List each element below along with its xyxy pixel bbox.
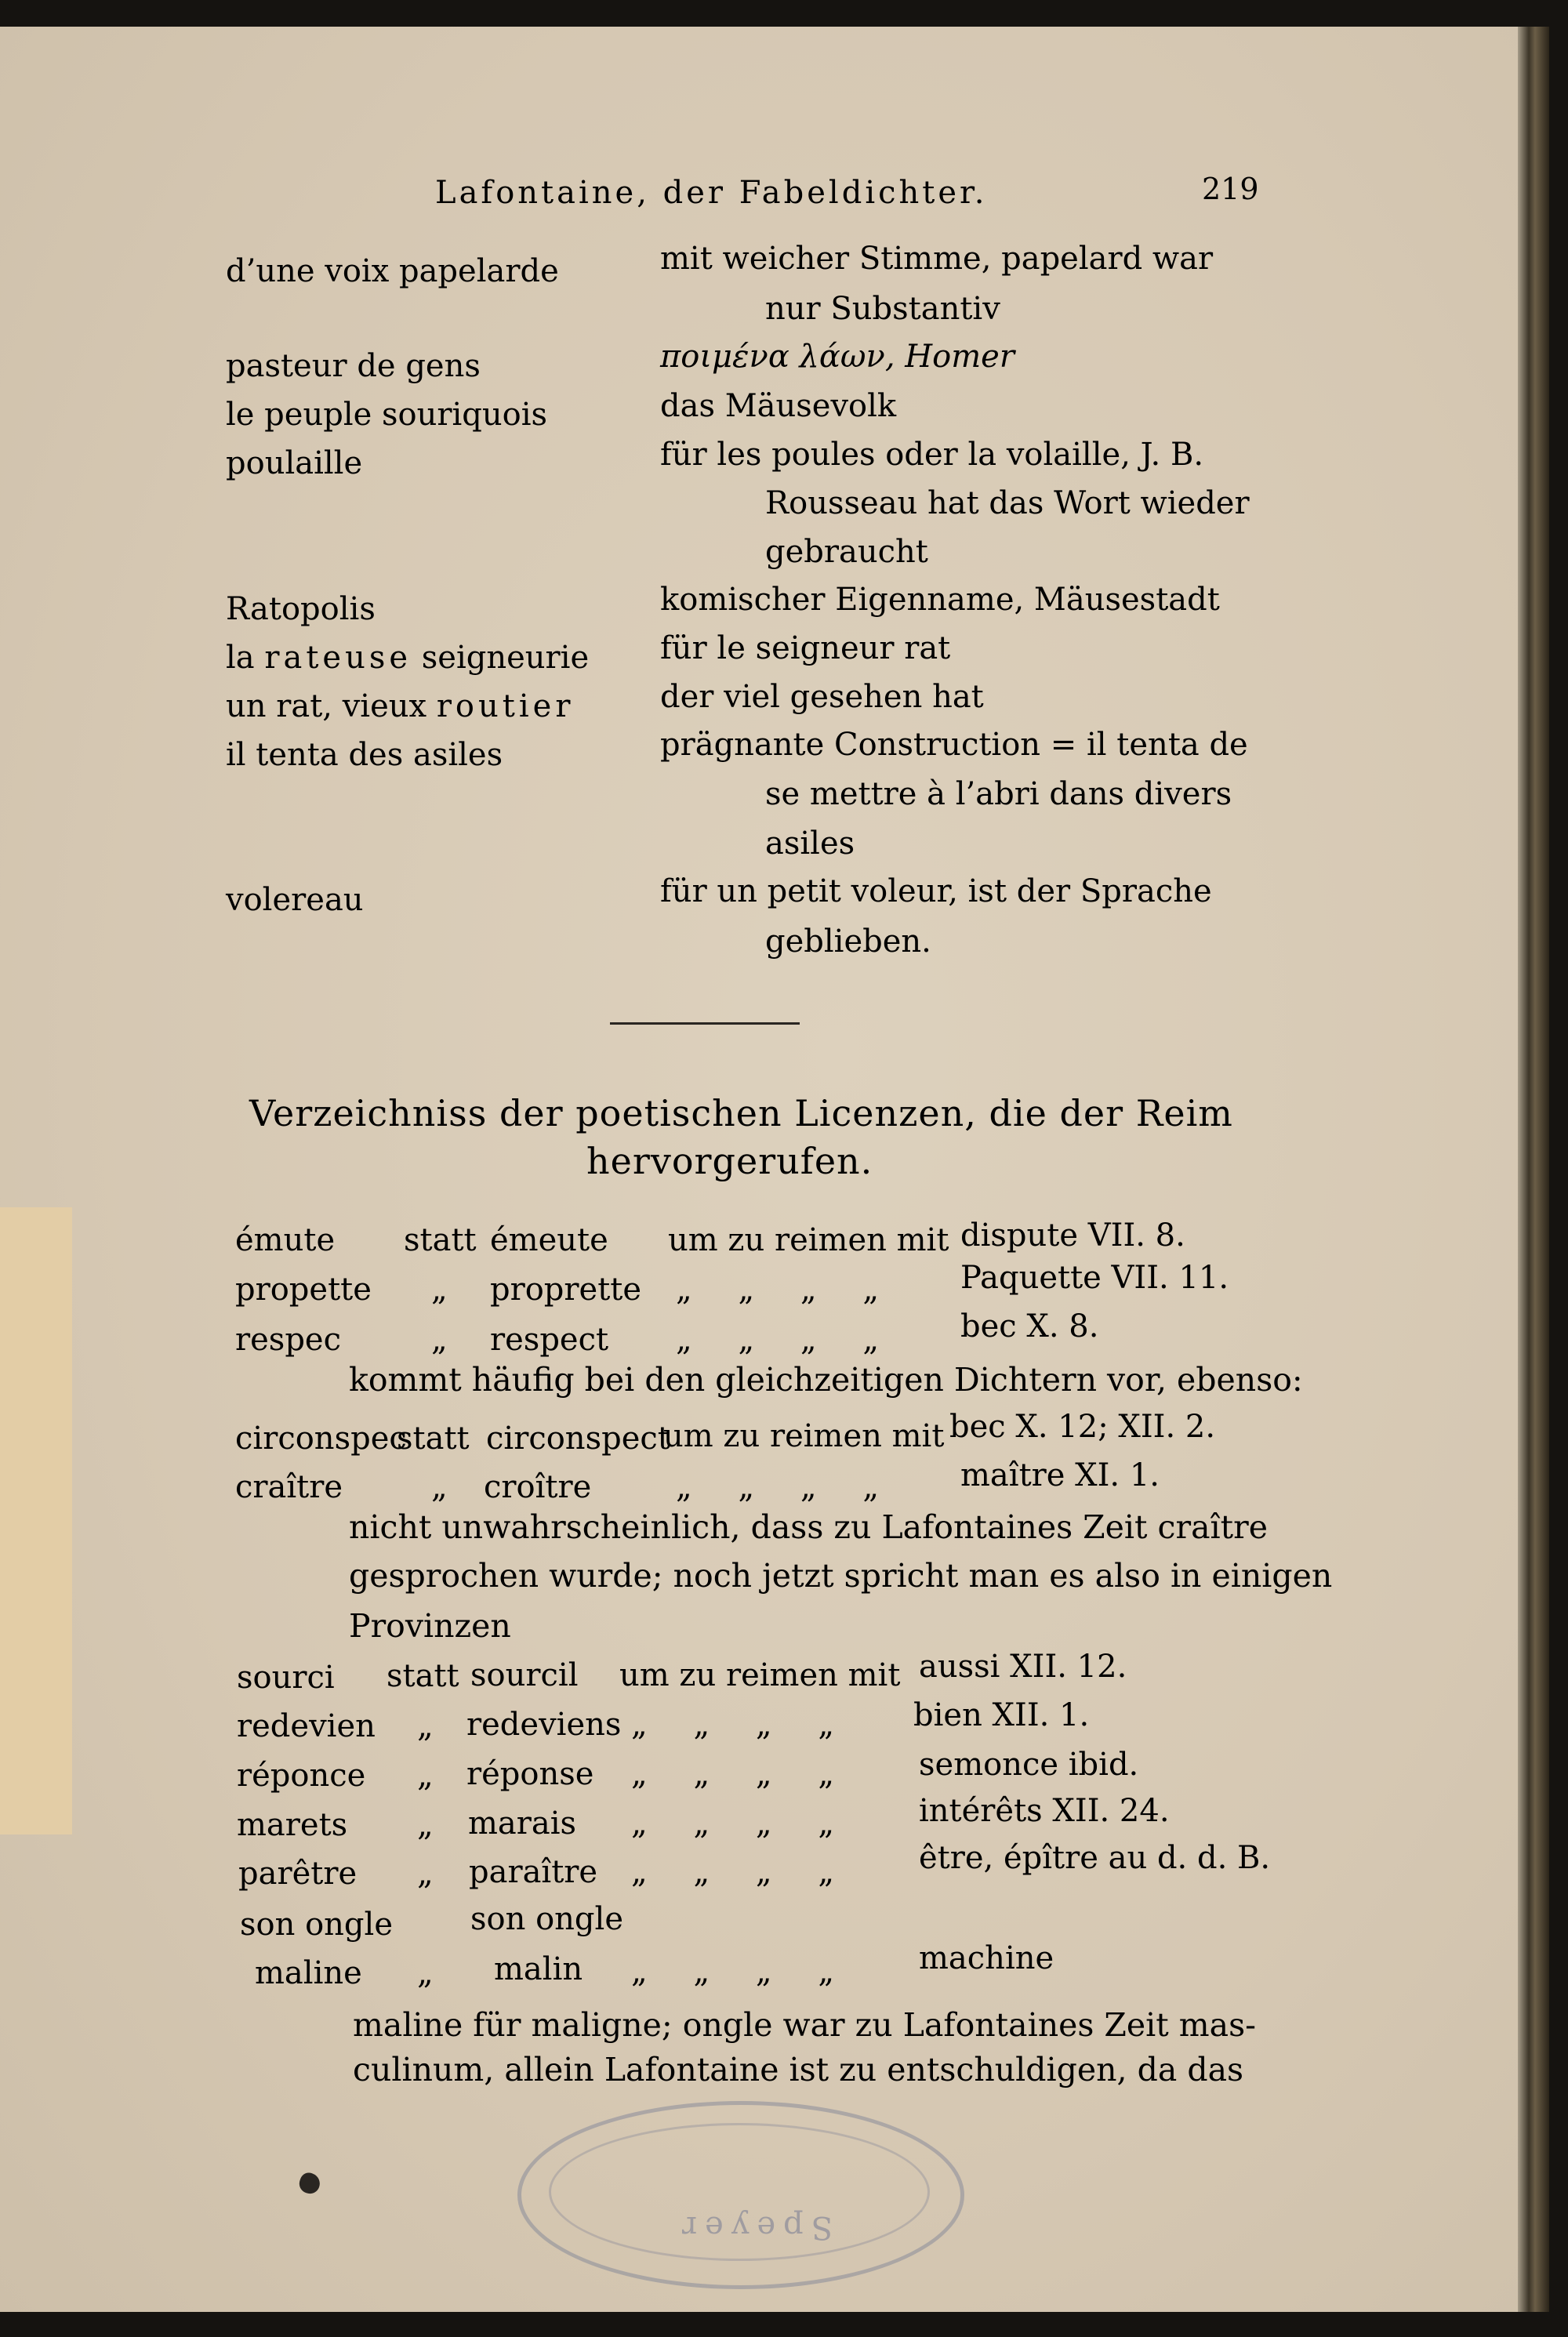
license-form: respec	[235, 1322, 341, 1358]
license-reason: um zu reimen mit	[663, 1418, 945, 1454]
license-rhyme: Paquette VII. 11.	[960, 1260, 1229, 1296]
license-ditto: „ „ „ „	[631, 1805, 835, 1842]
glossary-term: poulaille	[226, 445, 363, 481]
license-form: sourci	[237, 1660, 335, 1696]
license-rhyme: être, épître au d. d. B.	[919, 1840, 1271, 1876]
glossary-term: pasteur de gens	[226, 348, 481, 384]
glossary-note: geblieben.	[765, 924, 931, 960]
license-connector: statt	[404, 1222, 477, 1258]
glossary-term: d’une voix papelarde	[226, 253, 559, 289]
license-connector: „	[417, 1807, 434, 1843]
glossary-note: für un petit voleur, ist der Sprache	[660, 873, 1212, 909]
license-connector: „	[417, 1708, 434, 1744]
glossary-note: asiles	[765, 826, 855, 862]
section-title: hervorgerufen.	[586, 1140, 873, 1182]
glossary-note: gebraucht	[765, 534, 928, 570]
license-ditto: „ „ „ „	[631, 1707, 835, 1743]
license-original: sourcil	[470, 1657, 579, 1693]
license-note: maline für maligne; ongle war zu Lafontaines Zeit mas-	[353, 2006, 1257, 2044]
license-form: émute	[235, 1222, 336, 1258]
glossary-note: das Mäusevolk	[660, 388, 897, 424]
license-original: malin	[494, 1951, 583, 1987]
license-ditto: „ „ „ „	[676, 1322, 880, 1358]
glossary-term: un rat, vieux routier	[226, 688, 575, 724]
license-original: son ongle	[470, 1901, 623, 1937]
license-note: gesprochen wurde; noch jetzt spricht man es also in einigen	[349, 1557, 1333, 1595]
license-rhyme: machine	[919, 1940, 1054, 1976]
license-connector: statt	[387, 1658, 459, 1694]
license-connector: „	[417, 1758, 434, 1794]
license-rhyme: bien XII. 1.	[913, 1697, 1090, 1733]
glossary-note: ποιμένα λάων, Homer	[660, 339, 1014, 375]
section-title: Verzeichniss der poetischen Licenzen, die der Reim	[249, 1092, 1233, 1134]
license-original: marais	[468, 1805, 577, 1842]
license-original: croître	[484, 1469, 592, 1505]
license-original: redeviens	[466, 1707, 622, 1743]
license-original: proprette	[490, 1272, 642, 1308]
license-rhyme: aussi XII. 12.	[919, 1649, 1127, 1685]
license-form: réponce	[237, 1758, 366, 1794]
license-ditto: „ „ „ „	[676, 1469, 880, 1505]
license-connector: „	[431, 1322, 448, 1358]
license-rhyme: dispute VII. 8.	[960, 1217, 1185, 1254]
glossary-term: il tenta des asiles	[226, 737, 503, 773]
license-rhyme: maître XI. 1.	[960, 1457, 1160, 1493]
license-original: paraître	[469, 1854, 598, 1890]
glossary-note: für les poules oder la volaille, J. B.	[660, 437, 1204, 473]
license-note: kommt häufig bei den gleichzeitigen Dichtern vor, ebenso:	[349, 1361, 1303, 1399]
license-form: craître	[235, 1469, 343, 1505]
license-original: émeute	[490, 1222, 608, 1258]
glossary-term: volereau	[226, 882, 364, 918]
paper-tab	[0, 1207, 72, 1834]
license-connector: „	[431, 1469, 448, 1505]
license-form: marets	[237, 1807, 348, 1843]
license-form: maline	[255, 1955, 362, 1991]
glossary-note: mit weicher Stimme, papelard war	[660, 241, 1214, 277]
glossary-note: Rousseau hat das Wort wieder	[765, 485, 1250, 521]
license-original: réponse	[466, 1756, 594, 1792]
license-form: propette	[235, 1272, 372, 1308]
library-stamp-text: Speyer	[674, 2209, 833, 2245]
glossary-term: Ratopolis	[226, 591, 376, 627]
license-form: parêtre	[238, 1856, 358, 1892]
license-rhyme: bec X. 12; XII. 2.	[949, 1409, 1216, 1445]
glossary-note: der viel gesehen hat	[660, 679, 984, 715]
license-form: son ongle	[240, 1907, 393, 1943]
license-connector: „	[417, 1955, 434, 1991]
license-ditto: „ „ „ „	[631, 1954, 835, 1990]
running-title: Lafontaine, der Fabeldichter.	[435, 175, 988, 211]
license-ditto: „ „ „ „	[631, 1756, 835, 1792]
license-connector: statt	[397, 1421, 470, 1457]
license-form: redevien	[237, 1708, 376, 1744]
license-connector: „	[431, 1272, 448, 1308]
license-rhyme: semonce ibid.	[919, 1747, 1139, 1783]
license-note: Provinzen	[349, 1607, 511, 1645]
glossary-note: nur Substantiv	[765, 291, 1000, 327]
license-form: circonspec	[235, 1421, 407, 1457]
license-original: circonspect	[486, 1421, 670, 1457]
license-reason: um zu reimen mit	[619, 1657, 901, 1693]
glossary-note: se mettre à l’abri dans divers	[765, 776, 1232, 812]
section-rule	[610, 1022, 800, 1025]
license-rhyme: bec X. 8.	[960, 1308, 1099, 1345]
license-reason: um zu reimen mit	[668, 1222, 949, 1258]
license-note: culinum, allein Lafontaine ist zu entschuldigen, da das	[353, 2051, 1244, 2088]
license-ditto: „ „ „ „	[676, 1272, 880, 1308]
license-ditto: „ „ „ „	[631, 1854, 835, 1890]
license-original: respect	[490, 1322, 609, 1358]
license-note: nicht unwahrscheinlich, dass zu Lafontaines Zeit craître	[349, 1508, 1268, 1546]
glossary-note: für le seigneur rat	[660, 630, 951, 666]
glossary-term: le peuple souriquois	[226, 397, 548, 433]
license-connector: „	[417, 1856, 434, 1892]
page-edge	[1518, 27, 1549, 2312]
license-rhyme: intérêts XII. 24.	[919, 1793, 1170, 1829]
glossary-term: la rateuse seigneurie	[226, 640, 590, 676]
page-number: 219	[1202, 172, 1259, 206]
glossary-note: prägnante Construction = il tenta de	[660, 727, 1248, 763]
glossary-note: komischer Eigenname, Mäusestadt	[660, 582, 1220, 618]
